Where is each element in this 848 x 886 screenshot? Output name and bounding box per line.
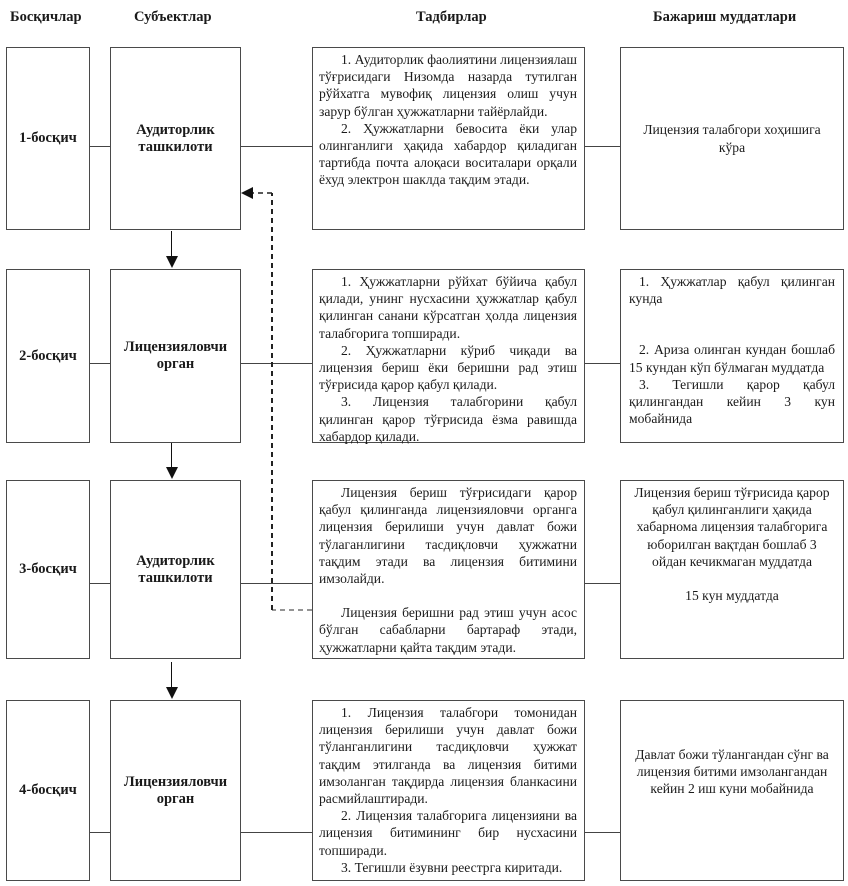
subject-2-box (110, 269, 241, 443)
flow-arrow-shaft (171, 443, 172, 467)
connector-line (90, 832, 110, 833)
deadline-3-box (620, 480, 844, 659)
connector-line (585, 363, 620, 364)
actions-3-box (312, 480, 585, 659)
actions-1-box (312, 47, 585, 230)
subject-2-label: Лицензияловчи орган (123, 339, 228, 372)
flow-arrow-shaft (171, 662, 172, 687)
deadline-4-box (620, 700, 844, 881)
connector-line (241, 583, 312, 584)
subject-1-box (110, 47, 241, 230)
subject-4-label: Лицензияловчи орган (123, 773, 228, 807)
connector-line (241, 363, 312, 364)
stage-3-box (6, 480, 90, 659)
deadline-item: 1. Ҳужжатлар қабул қилинган кунда (629, 274, 835, 307)
header-stages: Босқичлар (10, 9, 82, 25)
action-item: 1. Аудиторлик фаолиятини лицензиялаш тўғрисидаги Низомда назарда тутилган рўйхатга мувофиқ лицензия олиш учун зарур бўлган ҳужжатларни тайёрлайди. (319, 52, 577, 119)
deadline-item: 2. Ариза олинган кундан бошлаб 15 кундан кўп бўлмаган муддатда (629, 342, 835, 375)
action-item: 1. Ҳужжатларни рўйхат бўйича қабул қилади, унинг нусхасини ҳужжатлар қабул қилинган санани кўрсатган ҳолда лицензия талабгорига топширади. (319, 274, 577, 341)
arrow-down-icon (166, 256, 178, 268)
header-deadlines: Бажариш муддатлари (653, 9, 797, 25)
header-actions: Тадбирлар (416, 9, 487, 25)
action-item: 1. Лицензия талабгори томонидан лицензия берилиши учун давлат божи тўланганлигини тасдиқловчи ҳужжат тақдим этилганда ва лицензия битими имзоланган тақдирда лицензия бланкасини расмийлаштиради. (319, 705, 577, 807)
connector-line (90, 363, 110, 364)
stage-4-box (6, 700, 90, 881)
action-item: Лицензия беришни рад этиш учун асос бўлган сабабларни бартараф этади, ҳужжатларни қайта тақдим этади. (319, 605, 577, 655)
arrow-down-icon (166, 687, 178, 699)
action-item: 3. Тегишли ёзувни реестрга киритади. (341, 859, 563, 875)
deadline-item: Лицензия бериш тўғрисида қарор қабул қилинганлиги ҳақида хабарнома лицензия талабгорига юборилган вақтдан бошлаб 3 ойдан кечикмаган муддатда (634, 485, 830, 569)
action-item: 3. Лицензия талабгорини қабул қилинган қарор тўғрисида ёзма равишда хабардор қилади. (319, 394, 577, 444)
action-item: 2. Ҳужжатларни бевосита ёки улар олинганлиги ҳақида хабардор қиладиган тартибда почта алоқаси воситалари орқали ёхуд электрон шаклда тақдим этади. (319, 120, 577, 188)
stage-2-box (6, 269, 90, 443)
actions-4-box (312, 700, 585, 881)
subject-4-box (110, 700, 241, 881)
deadline-item: 3. Тегишли қарор қабул қилингандан кейин 3 кун мобайнида (629, 376, 835, 427)
deadline-item: Лицензия талабгори хоҳишига кўра (643, 122, 821, 155)
connector-line (90, 583, 110, 584)
deadline-2-box (620, 269, 844, 443)
connector-line (585, 832, 620, 833)
stage-1-box (6, 47, 90, 230)
flow-arrow-shaft (171, 231, 172, 257)
actions-2-box (312, 269, 585, 443)
header-subjects: Субъектлар (134, 9, 212, 25)
deadline-1-box (620, 47, 844, 230)
connector-line (90, 146, 110, 147)
subject-1-label: Аудиторлик ташкилоти (136, 121, 215, 155)
connector-line (241, 832, 312, 833)
subject-3-box (110, 480, 241, 659)
action-item: 2. Ҳужжатларни кўриб чиқади ва лицензия бериш ёки беришни рад этиш тўғрисида қарор қабул қилади. (319, 342, 577, 393)
stage-4-label: 4-босқич (19, 782, 77, 798)
subject-3-label: Аудиторлик ташкилоти (136, 552, 215, 586)
stage-2-label: 2-босқич (19, 347, 77, 364)
connector-line (241, 146, 312, 147)
stage-3-label: 3-босқич (19, 561, 77, 577)
action-item: 2. Лицензия талабгорига лицензияни ва лицензия битимининг бир нусхасини топширади. (319, 808, 577, 858)
arrow-left-icon (241, 187, 253, 199)
deadline-item: Давлат божи тўлангандан сўнг ва лицензия битими имзолангандан кейин 2 иш куни мобайнида (635, 746, 829, 797)
arrow-down-icon (166, 467, 178, 479)
stage-1-label: 1-босқич (19, 130, 77, 146)
deadline-item: 15 кун муддатда (685, 588, 779, 604)
connector-line (585, 583, 620, 584)
action-item: Лицензия бериш тўғрисидаги қарор қабул қилинганда лицензияловчи органга лицензия берилиши учун давлат божи тўлаганлигини тасдиқловчи ҳужжатни тақдим этади ва лицензия битимини имзолайди. (319, 485, 577, 587)
connector-line (585, 146, 620, 147)
